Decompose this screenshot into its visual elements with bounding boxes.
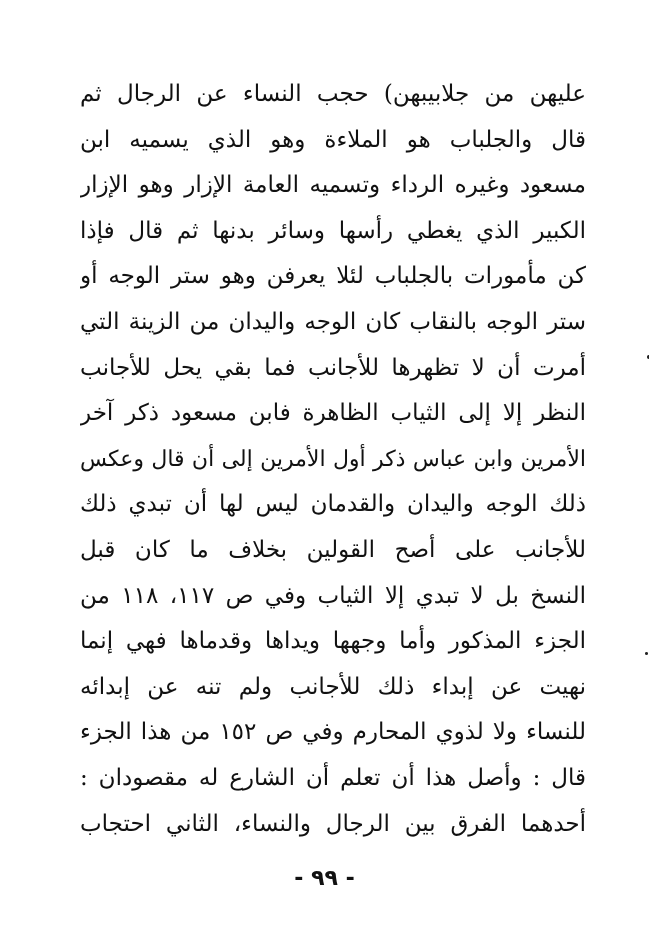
text-line: للأجانب على أصح القولين بخلاف ما كان قبل	[80, 536, 586, 563]
text-line: أحدهما الفرق بين الرجال والنساء، الثاني احتجاب	[80, 810, 586, 837]
text-line: كن مأمورات بالجلباب لئلا يعرفن وهو ستر الوجه أو	[80, 263, 586, 290]
text-line: نهيت عن إبداء ذلك للأجانب ولم تنه عن إبدائه	[80, 673, 586, 700]
margin-dot	[645, 652, 648, 655]
text-line: النظر إلا إلى الثياب الظاهرة فابن مسعود ذكر آخر	[80, 400, 586, 427]
text-line: الجزء المذكور وأما وجهها ويداها وقدماها فهي إنما	[80, 628, 586, 655]
text-line: قال : وأصل هذا أن تعلم أن الشارع له مقصودان :	[80, 764, 586, 791]
text-line: الأمرين وابن عباس ذكر أول الأمرين إلى أن قال وعكس	[80, 446, 586, 472]
text-line: للنساء ولا لذوي المحارم وفي ص ١٥٢ من هذا الجزء	[80, 719, 586, 746]
text-line: مسعود وغيره الرداء وتسميه العامة الإزار وهو الإزار	[80, 172, 586, 199]
text-line: ستر الوجه بالنقاب كان الوجه واليدان من الزينة التي	[80, 308, 586, 335]
text-line: ذلك الوجه واليدان والقدمان ليس لها أن تبدي ذلك	[80, 491, 586, 518]
body-text	[80, 72, 586, 847]
text-line: أمرت أن لا تظهرها للأجانب فما بقي يحل للأجانب	[80, 354, 586, 381]
text-line: قال والجلباب هو الملاءة وهو الذي يسميه ابن	[80, 126, 586, 153]
text-line: عليهن من جلابيبهن) حجب النساء عن الرجال ثم	[80, 81, 586, 107]
text-line: النسخ بل لا تبدي إلا الثياب وفي ص ١١٧، ١١٨ من	[80, 582, 586, 609]
page-number: - ٩٩ -	[294, 866, 355, 891]
text-line: الكبير الذي يغطي رأسها وسائر بدنها ثم قال فإذا	[80, 217, 586, 244]
